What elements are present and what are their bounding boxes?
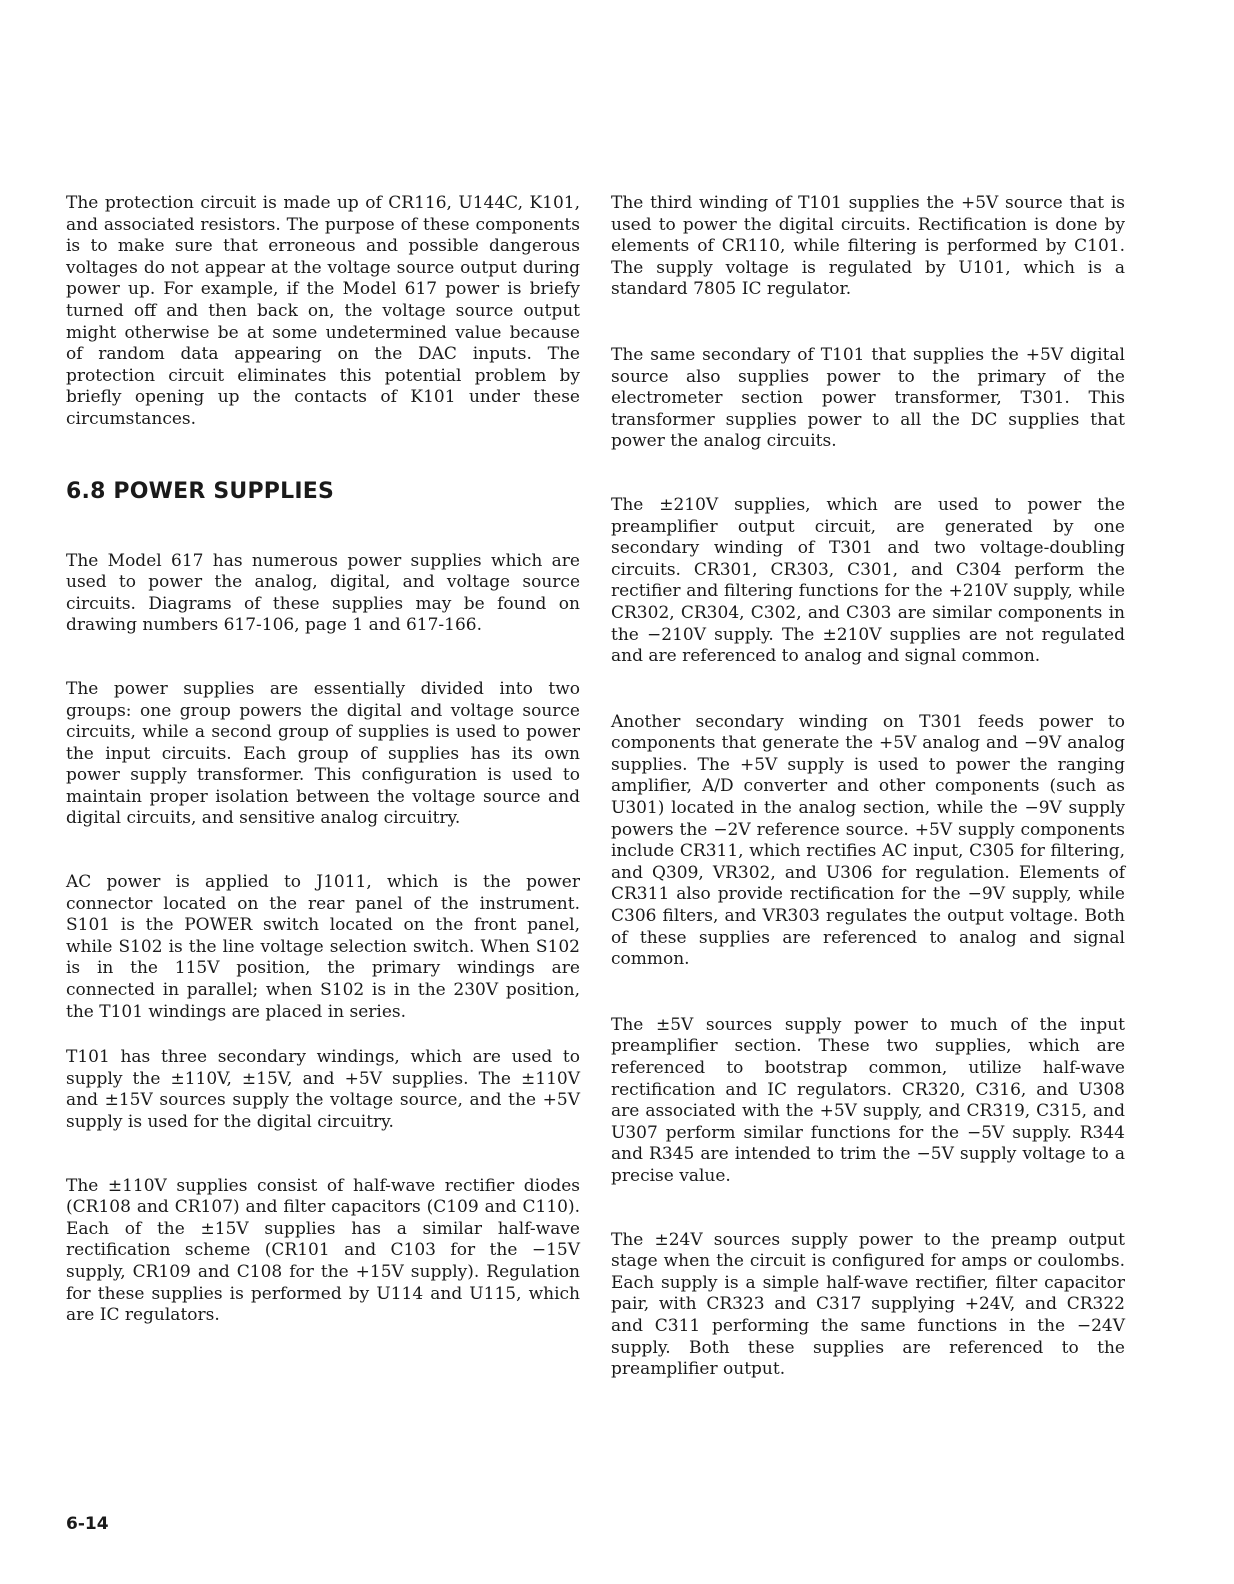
paragraph-groups: The power supplies are essentially divided into two groups: one group powers the digital and voltage source circuits, while a second group of supplies is used to power the input circuits. Each group of supplies has its own power supply transformer. This configuration is used to maintain proper isolation between the voltage source and digital circuits, and sensitive analog circuitry. <box>66 678 580 829</box>
paragraph-overview: The Model 617 has numerous power supplies which are used to power the analog, digital, and voltage source circuits. Diagrams of these supplies may be found on drawing numbers 617-106, page 1 and 617-166. <box>66 550 580 636</box>
paragraph-210v: The ±210V supplies, which are used to power the preamplifier output circuit, are generated by one secondary winding of T301 and two voltage-doubling circuits. CR301, CR303, C301, and C304 perform the rectifier and filtering functions for the +210V supply, while CR302, CR304, C302, and C303 are similar components in the −210V supply. The ±210V supplies are not regulated and are referenced to analog and signal common. <box>611 494 1125 667</box>
paragraph-t101-windings: T101 has three secondary windings, which are used to supply the ±110V, ±15V, and +5V supplies. The ±110V and ±15V sources supply the voltage source, and the +5V supply is used for the digital circuitry. <box>66 1047 580 1132</box>
left-column <box>66 193 580 1327</box>
paragraph-5v-digital: The third winding of T101 supplies the +5V source that is used to power the digital circuits. Rectification is done by elements of CR110, while filtering is performed by C101. The supply voltage is regulated by U101, which is a standard 7805 IC regulator. <box>611 193 1125 300</box>
page-number: 6-14 <box>66 1514 109 1534</box>
paragraph-5v-preamp: The ±5V sources supply power to much of the input preamplifier section. These two supplies, which are referenced to bootstrap common, utilize half-wave rectification and IC regulators. CR320, C316, and U308 are associated with the +5V supply, and CR319, C315, and U307 perform similar functions for the −5V supply. R344 and R345 are intended to trim the −5V supply voltage to a precise value. <box>611 1014 1125 1186</box>
paragraph-5v-9v-analog: Another secondary winding on T301 feeds power to components that generate the +5V analog and −9V analog supplies. The +5V supply is used to power the ranging amplifier, A/D converter and other components (such as U301) located in the analog section, while the −9V supply powers the −2V reference source. +5V supply components include CR311, which rectifies AC input, C305 for filtering, and Q309, VR302, and U306 for regulation. Elements of CR311 also provide rectification for the −9V supply, while C306 filters, and VR303 regulates the output voltage. Both of these supplies are referenced to analog and signal common. <box>611 711 1125 970</box>
paragraph-24v: The ±24V sources supply power to the preamp output stage when the circuit is configured for amps or coulombs. Each supply is a simple half-wave rectifier, filter capacitor pair, with CR323 and C317 supplying +24V, and CR322 and C311 performing the same functions in the −24V supply. Both these supplies are referenced to the preamplifier output. <box>611 1229 1125 1380</box>
right-column <box>611 193 1125 1381</box>
protection-circuit-paragraph: The protection circuit is made up of CR116, U144C, K101, and associated resistors. The purpose of these components is to make sure that erroneous and possible dangerous voltages do not appear at the voltage source output during power up. For example, if the Model 617 power is briefy turned off and then back on, the voltage source output might otherwise be at some undetermined value because of random data appearing on the DAC inputs. The protection circuit eliminates this potential problem by briefly opening up the contacts of K101 under these circumstances. <box>66 193 580 429</box>
paragraph-t301: The same secondary of T101 that supplies the +5V digital source also supplies power to the primary of the electrometer section power transformer, T301. This transformer supplies power to all the DC supplies that power the analog circuits. <box>611 344 1125 452</box>
paragraph-110v-15v: The ±110V supplies consist of half-wave rectifier diodes (CR108 and CR107) and filter capacitors (C109 and C110). Each of the ±15V supplies has a similar half-wave rectification scheme (CR101 and C103 for the −15V supply, CR109 and C108 for the +15V supply). Regulation for these supplies is performed by U114 and U115, which are IC regulators. <box>66 1175 580 1326</box>
paragraph-ac-power: AC power is applied to J1011, which is the power connector located on the rear panel of the instrument. S101 is the POWER switch located on the front panel, while S102 is the line voltage selection switch. When S102 is in the 115V position, the primary windings are connected in parallel; when S102 is in the 230V position, the T101 windings are placed in series. <box>66 872 580 1022</box>
section-heading: 6.8 POWER SUPPLIES <box>66 478 334 504</box>
